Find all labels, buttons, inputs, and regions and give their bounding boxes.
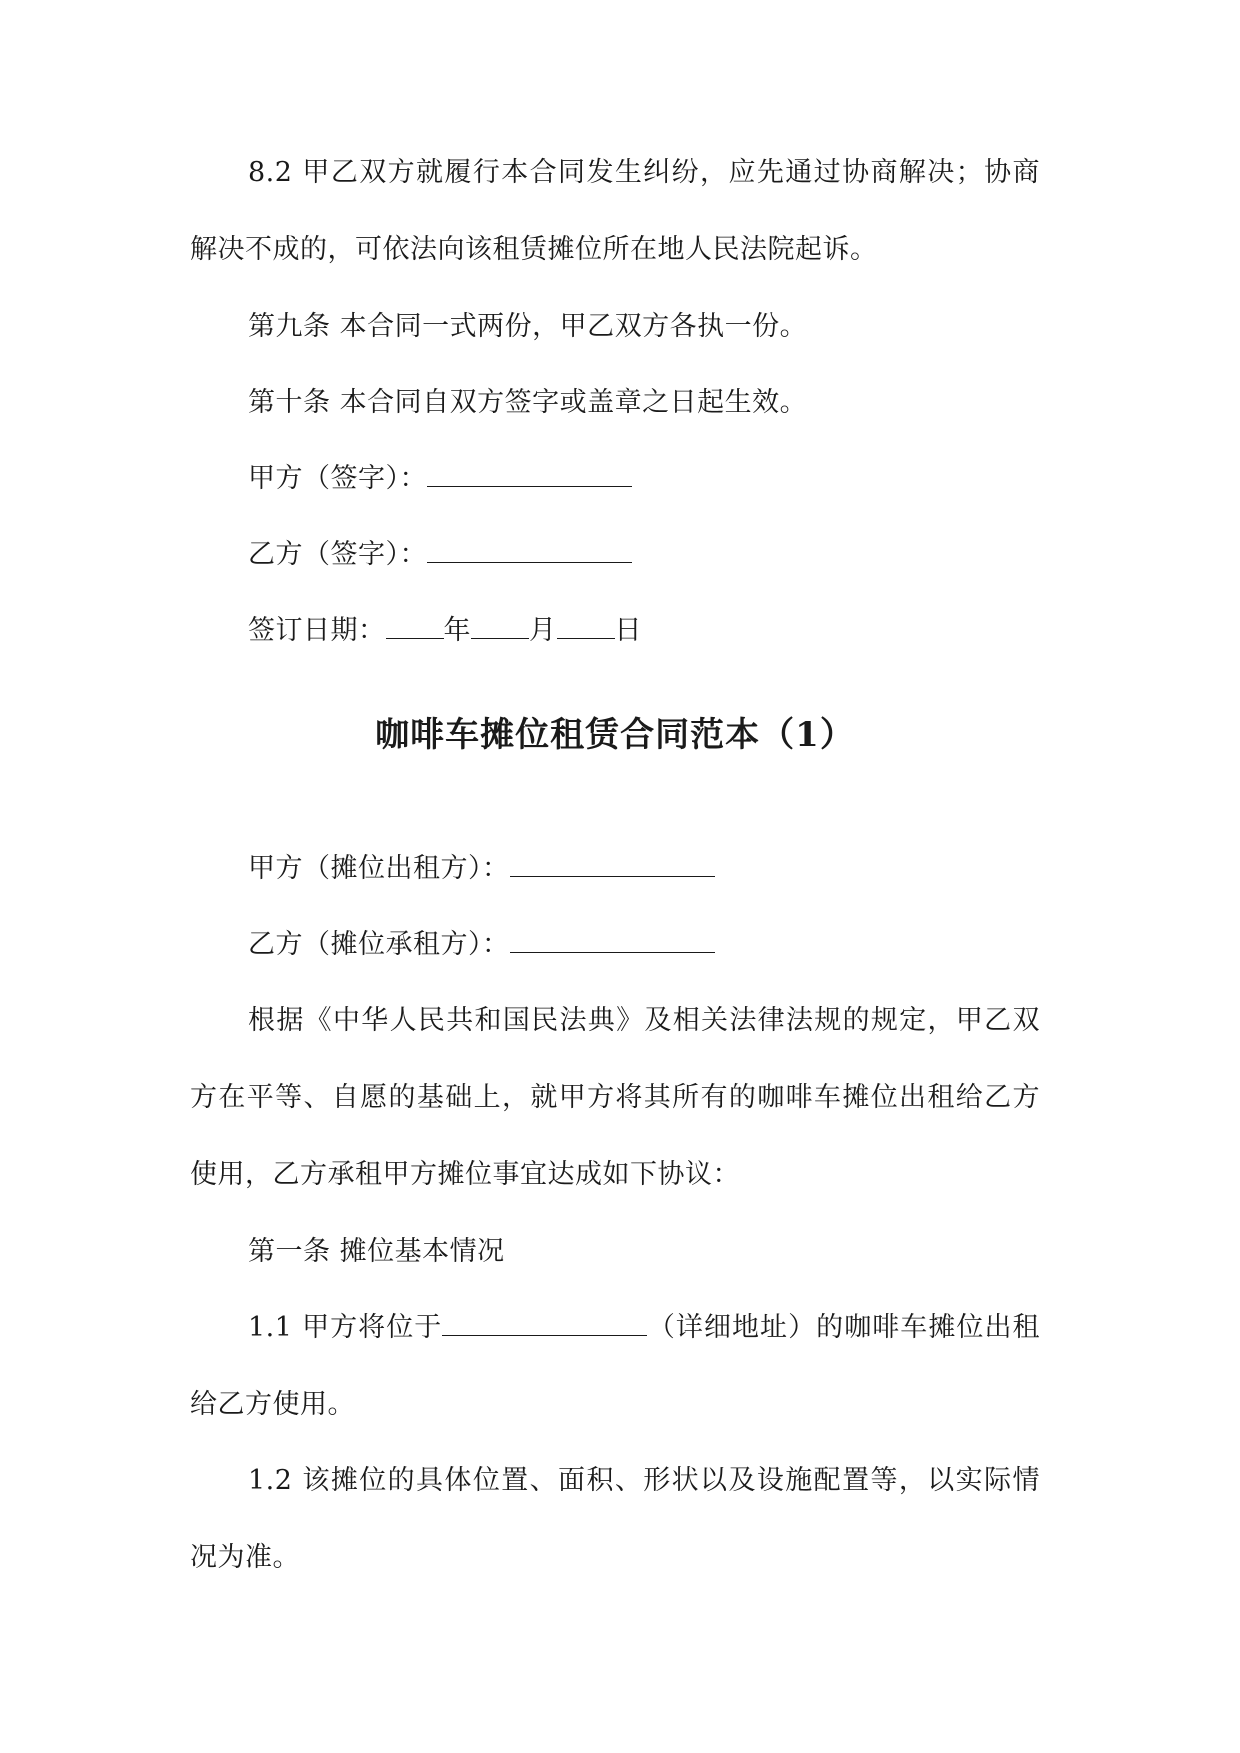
clause-1-1-text-end: （详细地址）的咖啡车摊位出租给乙方使用。	[190, 1312, 1040, 1420]
day-blank	[557, 614, 615, 639]
party-b-signature-blank	[427, 538, 632, 563]
sign-date-line	[190, 592, 1040, 669]
year-blank	[386, 614, 444, 639]
party-a-label: 甲方（摊位出租方）：	[248, 853, 510, 884]
party-b-line	[190, 906, 1040, 983]
preamble: 根据《中华人民共和国民法典》及相关法律法规的规定，甲乙双方在平等、自愿的基础上，就甲方将其所有的咖啡车摊位出租给乙方使用，乙方承租甲方摊位事宜达成如下协议：	[190, 1005, 1040, 1190]
sign-date-label: 签订日期：	[248, 615, 386, 646]
month-blank	[471, 614, 529, 639]
year-label: 年	[443, 615, 471, 646]
clause-1-1-text-start: 1.1 甲方将位于	[248, 1312, 443, 1343]
clause-1-2: 1.2 该摊位的具体位置、面积、形状以及设施配置等，以实际情况为准。	[190, 1465, 1040, 1573]
party-a-signature-line	[190, 440, 1040, 517]
party-a-blank	[510, 852, 715, 877]
party-a-signature-label: 甲方（签字）：	[248, 463, 427, 494]
party-b-blank	[510, 928, 715, 953]
month-label: 月	[529, 615, 557, 646]
party-a-line	[190, 830, 1040, 907]
contract-title: 咖啡车摊位租赁合同范本（1）	[375, 715, 855, 755]
party-b-signature-label: 乙方（签字）：	[248, 539, 427, 570]
party-b-signature-line	[190, 516, 1040, 593]
party-a-signature-blank	[427, 462, 632, 487]
day-label: 日	[614, 615, 642, 646]
clause-1-1	[190, 1289, 1040, 1443]
article-1-heading: 第一条 摊位基本情况	[248, 1236, 505, 1267]
article-9: 第九条 本合同一式两份，甲乙双方各执一份。	[248, 311, 808, 342]
party-b-label: 乙方（摊位承租方）：	[248, 929, 510, 960]
article-10: 第十条 本合同自双方签字或盖章之日起生效。	[248, 387, 808, 418]
clause-8-2: 8.2 甲乙双方就履行本合同发生纠纷，应先通过协商解决；协商解决不成的，可依法向该租赁摊位所在地人民法院起诉。	[190, 157, 1040, 265]
address-blank	[442, 1311, 647, 1336]
